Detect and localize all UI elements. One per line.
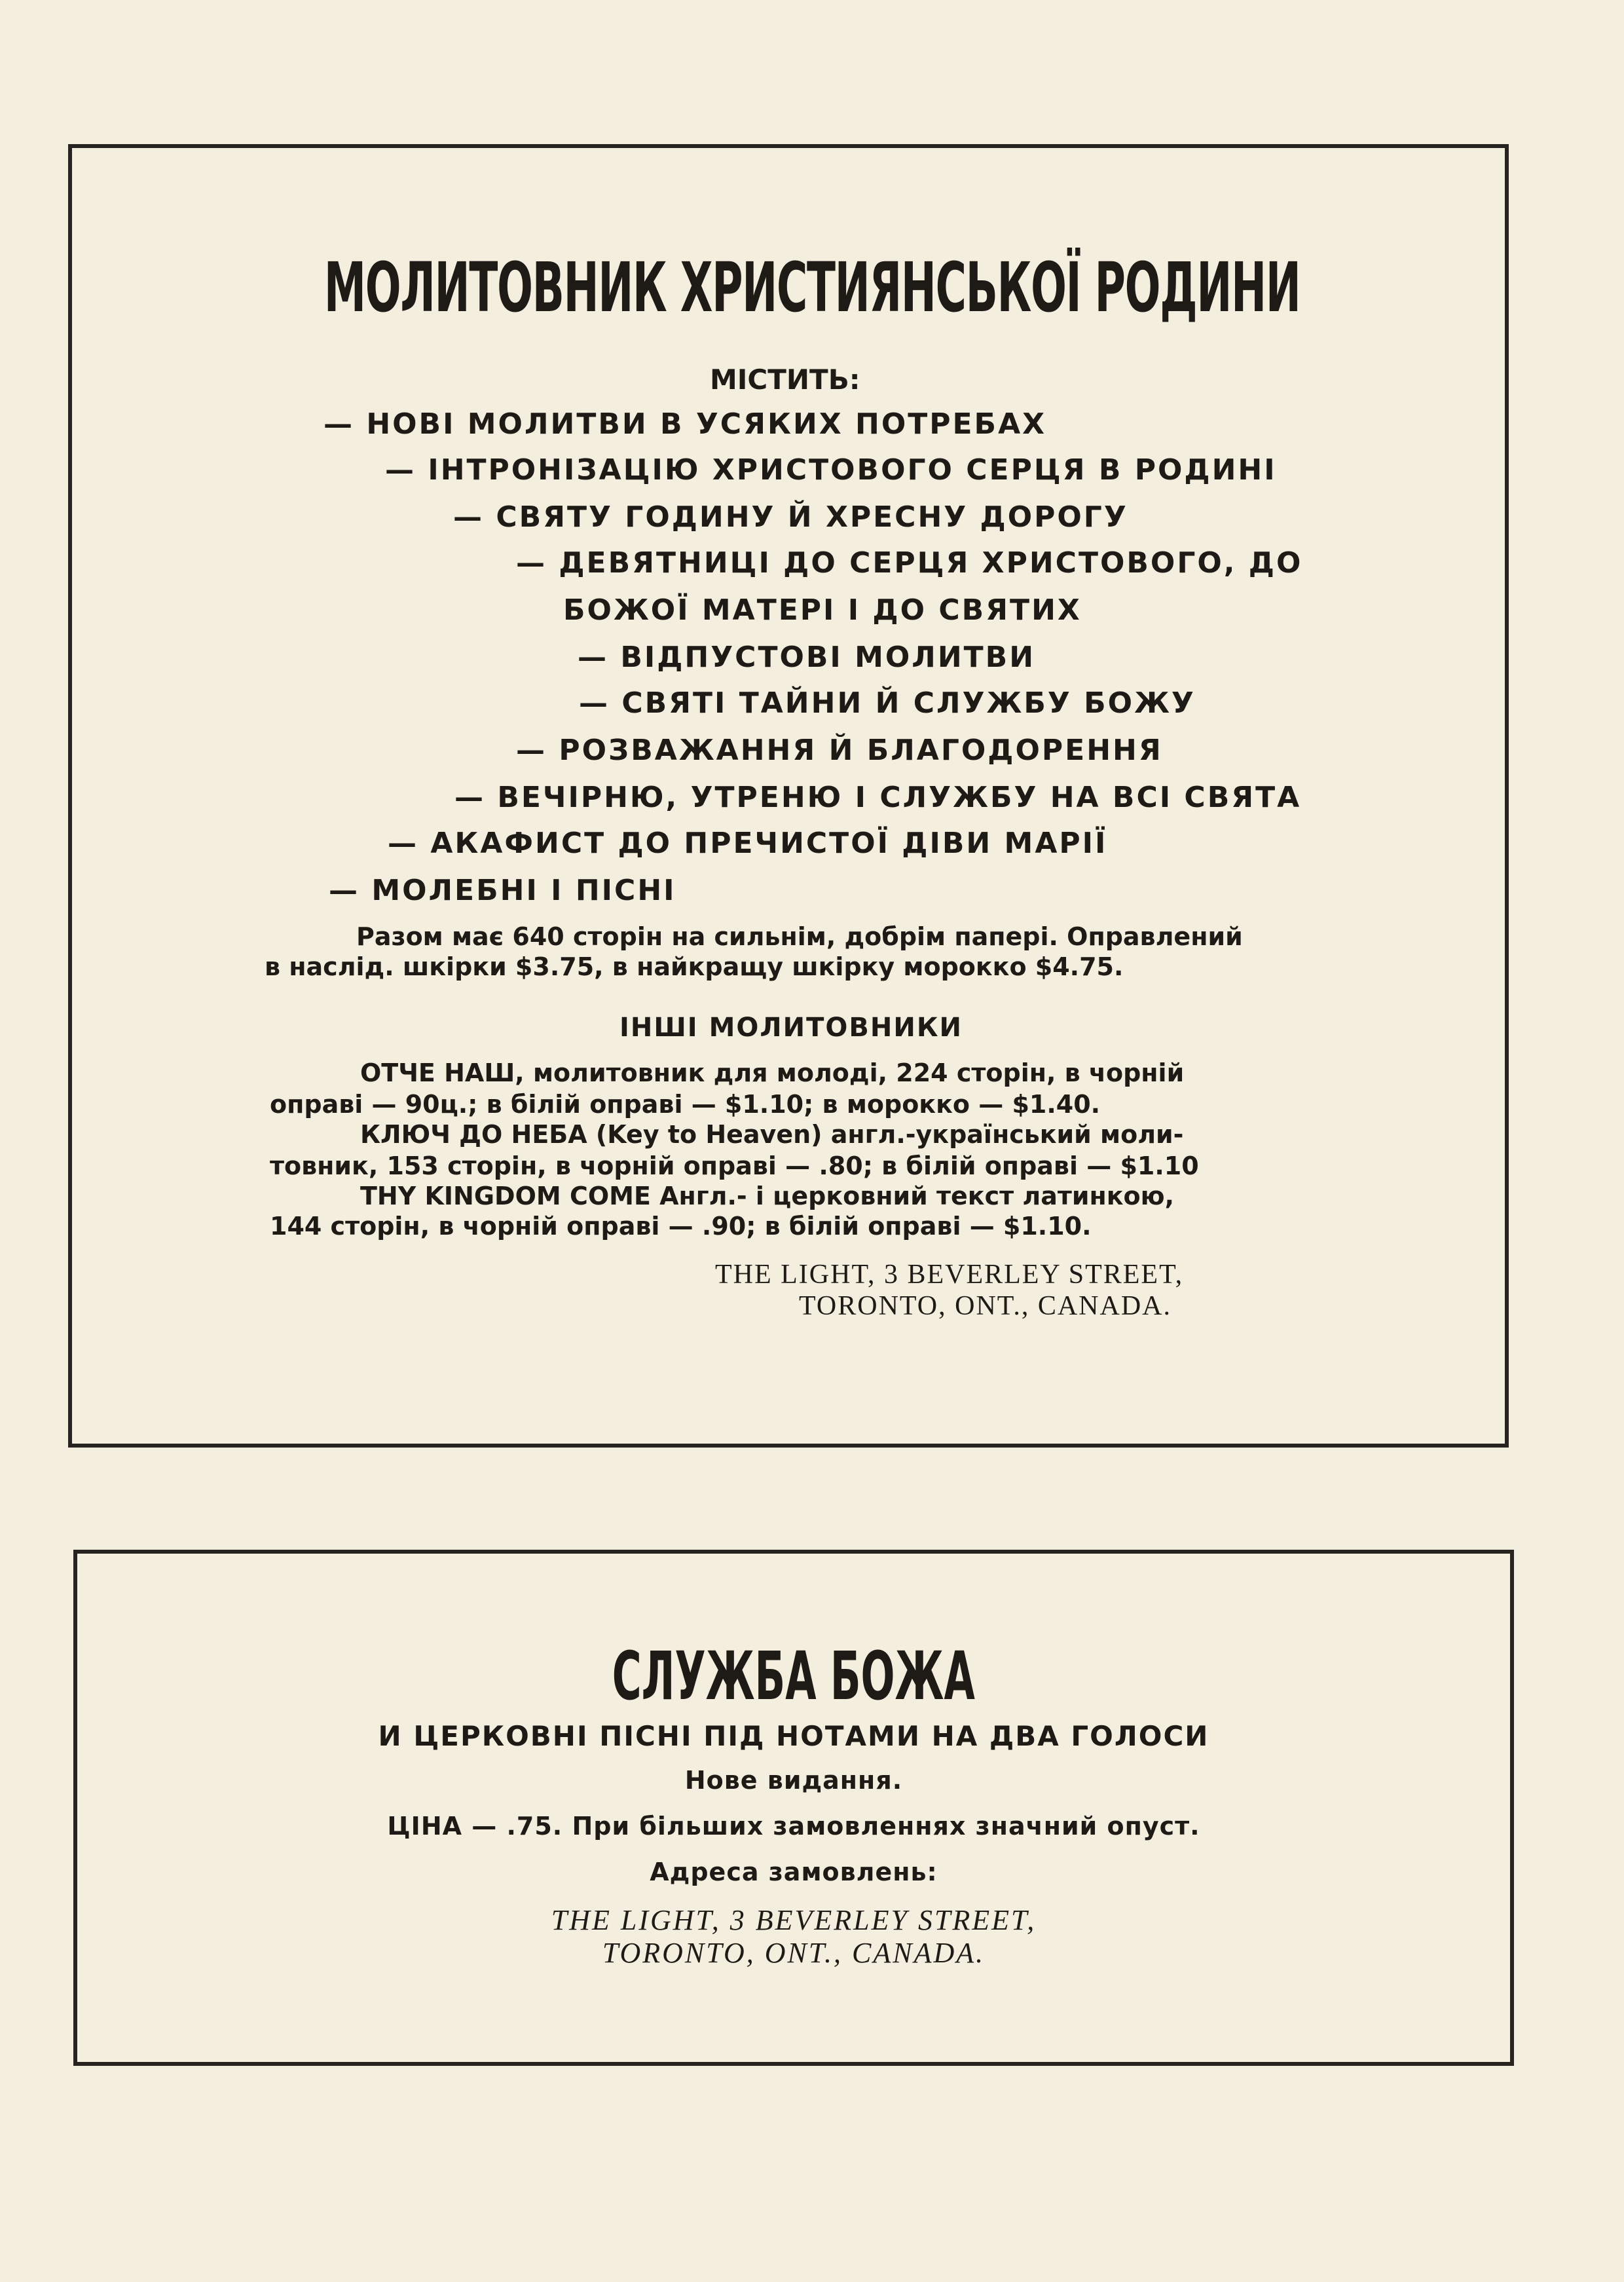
publisher-address: THE LIGHT, 3 BEVERLEY STREET, [551,1904,1037,1936]
contents-item: — ВІДПУСТОВІ МОЛИТВИ [578,641,1036,674]
publisher-address: THE LIGHT, 3 BEVERLEY STREET, [715,1260,1184,1290]
contents-item: — СВЯТІ ТАЙНИ Й СЛУЖБУ БОЖУ [579,686,1196,720]
contents-item: — ДЕВЯТНИЦІ ДО СЕРЦЯ ХРИСТОВОГО, ДО [516,546,1303,580]
other-book-line: THY KINGDOM COME Англ.- і церковний текст латинкою, [360,1182,1175,1210]
contents-item: — РОЗВАЖАННЯ Й БЛАГОДОРЕННЯ [516,734,1163,767]
price-line: ЦІНА — .75. При більших замовленнях значний опуст. [387,1812,1200,1841]
contents-item: — ІНТРОНІЗАЦІЮ ХРИСТОВОГО СЕРЦЯ В РОДИНІ [385,453,1277,487]
summary-line: Разом має 640 сторін на сильнім, добрім папері. Оправлений [356,922,1243,951]
other-book-line: КЛЮЧ ДО НЕБА (Key to Heaven) англ.-український моли- [360,1120,1184,1149]
other-prayer-books-heading: ІНШІ МОЛИТОВНИКИ [619,1013,963,1043]
orders-label: Адреса замовлень: [650,1858,938,1886]
contents-item: — НОВІ МОЛИТВИ В УСЯКИХ ПОТРЕБАХ [323,407,1047,441]
publisher-address: TORONTO, ONT., CANADA. [602,1937,986,1969]
contents-item: — СВЯТУ ГОДИНУ Й ХРЕСНУ ДОРОГУ [453,500,1128,534]
other-book-line: 144 сторін, в чорній оправі — .90; в білій оправі — $1.10. [270,1212,1092,1241]
contents-item: БОЖОЇ МАТЕРІ І ДО СВЯТИХ [563,593,1082,627]
liturgy-subtitle: И ЦЕРКОВНІ ПІСНІ ПІД НОТАМИ НА ДВА ГОЛОСИ [378,1720,1209,1752]
liturgy-title: СЛУЖБА БОЖА [612,1637,976,1715]
contents-item: — ВЕЧІРНЮ, УТРЕНЮ І СЛУЖБУ НА ВСІ СВЯТА [454,781,1302,814]
prayer-book-title: МОЛИТОВНИК ХРИСТИЯНСЬКОЇ РОДИНИ [323,248,1301,327]
contents-item: — МОЛЕБНІ І ПІСНІ [329,874,676,907]
liturgy-ad-frame [73,1550,1514,2066]
summary-line: в наслід. шкірки $3.75, в найкращу шкірку морокко $4.75. [265,952,1124,981]
other-book-line: ОТЧЕ НАШ, молитовник для молоді, 224 сторін, в чорній [360,1058,1185,1087]
edition-note: Нове видання. [684,1766,903,1795]
publisher-address: TORONTO, ONT., CANADA. [799,1291,1172,1321]
contents-item: — АКАФИСТ ДО ПРЕЧИСТОЇ ДІВИ МАРІЇ [388,827,1108,860]
other-book-line: товник, 153 сторін, в чорній оправі — .80; в білій оправі — $1.10 [270,1151,1199,1180]
contains-label: МІСТИТЬ: [710,364,860,396]
other-book-line: оправі — 90ц.; в білій оправі — $1.10; в морокко — $1.40. [270,1090,1101,1119]
